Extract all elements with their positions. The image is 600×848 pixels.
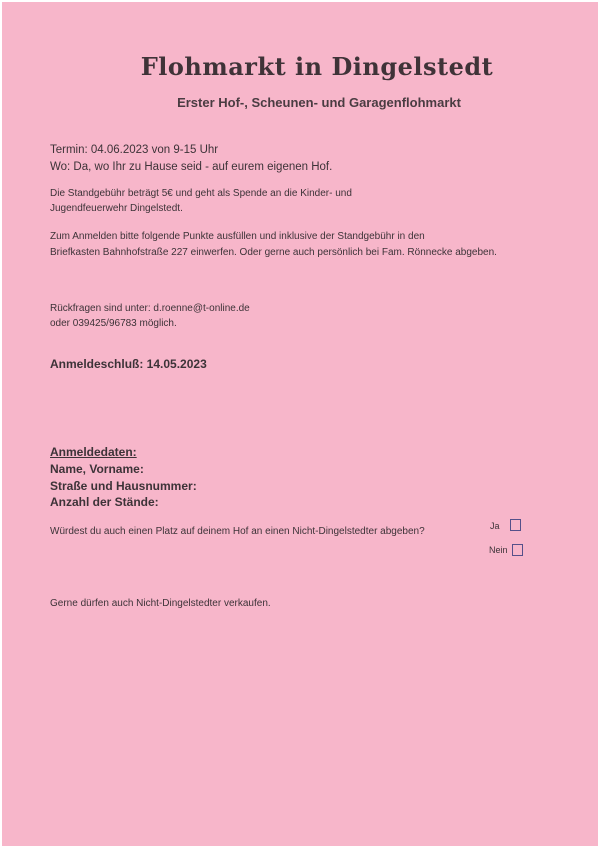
footer-note: Gerne dürfen auch Nicht-Dingelstedter verkaufen.: [50, 598, 271, 609]
form-field-street-label: Straße und Hausnummer:: [50, 479, 197, 493]
form-field-name-label: Name, Vorname:: [50, 462, 144, 476]
option-no-label: Nein: [489, 545, 508, 555]
event-date: Termin: 04.06.2023 von 9-15 Uhr: [50, 144, 219, 156]
option-yes-checkbox[interactable]: [510, 519, 521, 531]
registration-text-line-2: Briefkasten Bahnhofstraße 227 einwerfen. Oder gerne auch persönlich bei Fam. Rönnecke abgeben.: [50, 247, 497, 258]
registration-text-line-1: Zum Anmelden bitte folgende Punkte ausfüllen und inklusive der Standgebühr in den: [50, 231, 425, 242]
form-field-stands-label: Anzahl der Stände:: [50, 495, 159, 509]
contact-text-line-1: Rückfragen sind unter: d.roenne@t-online.de: [50, 303, 250, 314]
fee-text-line-1: Die Standgebühr beträgt 5€ und geht als Spende an die Kinder- und: [50, 188, 352, 199]
page-title: Flohmarkt in Dingelstedt: [140, 52, 494, 81]
option-no-checkbox[interactable]: [512, 544, 523, 556]
fee-text-line-2: Jugendfeuerwehr Dingelstedt.: [50, 203, 183, 214]
event-location: Wo: Da, wo Ihr zu Hause seid - auf eurem eigenen Hof.: [50, 161, 333, 173]
contact-text-line-2: oder 039425/96783 möglich.: [50, 318, 177, 329]
page-subtitle: Erster Hof-, Scheunen- und Garagenflohmarkt: [177, 95, 461, 110]
form-heading: Anmeldedaten:: [50, 445, 137, 459]
flyer-sheet: [2, 2, 598, 846]
registration-deadline: Anmeldeschluß: 14.05.2023: [50, 357, 207, 371]
option-yes-label: Ja: [490, 521, 500, 531]
question-text: Würdest du auch einen Platz auf deinem Hof an einen Nicht-Dingelstedter abgeben?: [50, 526, 425, 537]
